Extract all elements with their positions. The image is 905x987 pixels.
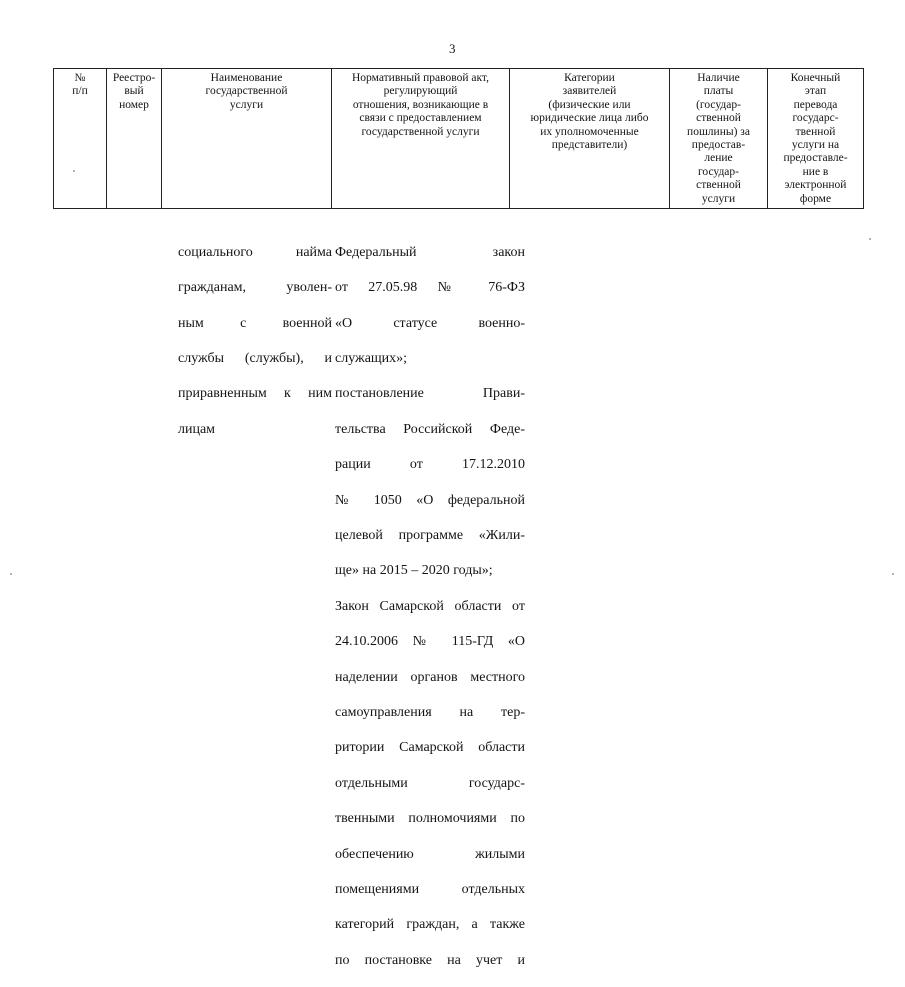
legal-act-line: Закон Самарской области от <box>335 598 525 614</box>
legal-act-line: по постановке на учет и <box>335 952 525 968</box>
legal-act-line: 24.10.2006 № 115-ГД «О <box>335 634 525 650</box>
service-name-line: ным с военной <box>178 315 332 331</box>
service-name-line: гражданам, уволен- <box>178 280 332 296</box>
page-number: 3 <box>449 41 456 56</box>
legal-act-line: твенными полномочиями по <box>335 811 525 827</box>
legal-act-line: рации от 17.12.2010 <box>335 457 525 473</box>
legal-act-line: от 27.05.98 № 76-ФЗ <box>335 280 525 296</box>
scan-speck <box>892 573 894 575</box>
table-continuation-row <box>53 226 863 968</box>
legal-act-line: № 1050 «О федеральной <box>335 492 525 508</box>
legal-act-line: обеспечению жилыми <box>335 846 525 862</box>
legal-act-line: ще» на 2015 – 2020 годы»; <box>335 563 493 579</box>
legal-act-cell <box>335 226 525 987</box>
legal-act-line: служащих»; <box>335 350 408 366</box>
legal-act-line: постановление Прави- <box>335 386 525 402</box>
legal-act-line: помещениями отдельных <box>335 882 525 898</box>
header-legal-act: Нормативный правовой акт, регулирующий отношения, возникающие в связи с предоставлением государственной услуги <box>332 69 510 209</box>
header-number: № п/п <box>54 69 107 209</box>
legal-act-line: отдельными государс- <box>335 775 525 791</box>
legal-act-line: категорий граждан, а также <box>335 917 525 933</box>
service-name-line: социального найма <box>178 244 332 260</box>
header-fee: Наличие платы (государ- ственной пошлины) за предостав- ление государ- ственной услуги <box>670 69 768 209</box>
service-name-line: лицам <box>178 421 216 437</box>
scan-speck <box>10 573 12 575</box>
legal-act-line: наделении органов местного <box>335 669 525 685</box>
header-electronic-stage: Конечный этап перевода государс- твенной услуги на предоставле- ние в электронной форме <box>768 69 864 209</box>
services-table-header <box>53 68 864 209</box>
header-service-name: Наименование государственной услуги <box>162 69 332 209</box>
legal-act-line: целевой программе «Жили- <box>335 527 525 543</box>
scan-speck <box>73 170 75 172</box>
service-name-cell <box>178 226 332 456</box>
legal-act-line: «О статусе военно- <box>335 315 525 331</box>
service-name-line: приравненным к ним <box>178 386 332 402</box>
header-row <box>54 69 864 209</box>
legal-act-line: самоуправления на тер- <box>335 704 525 720</box>
scan-speck <box>869 238 871 240</box>
legal-act-line: Федеральный закон <box>335 244 525 260</box>
legal-act-line: ритории Самарской области <box>335 740 525 756</box>
service-name-line: службы (службы), и <box>178 350 332 366</box>
legal-act-line: тельства Российской Феде- <box>335 421 525 437</box>
header-registry-number: Реестро- вый номер <box>107 69 162 209</box>
header-applicant-categories: Категории заявителей (физические или юридические лица либо их уполномоченные представители) <box>510 69 670 209</box>
